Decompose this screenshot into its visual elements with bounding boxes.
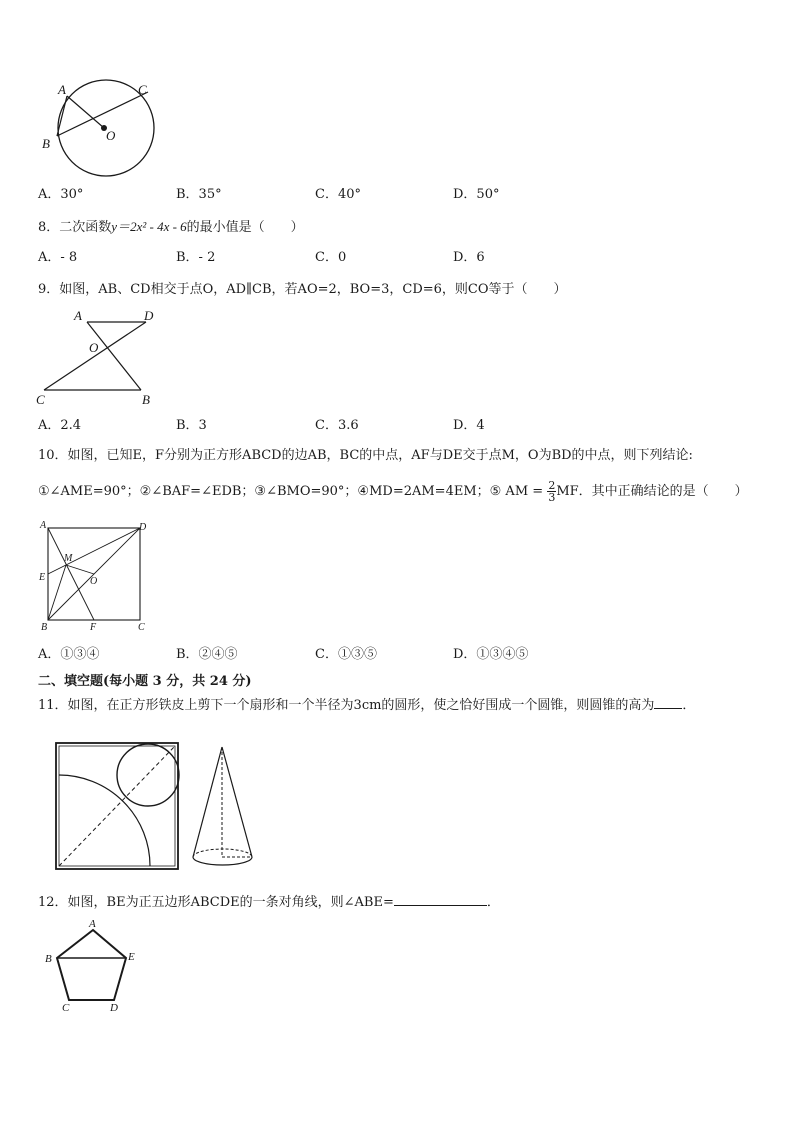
q9-option-d: D．4 [453,418,485,433]
q8-pre: 二次函数 [59,220,112,235]
q10-fraction [547,480,556,503]
q10-seg-af [48,528,94,620]
q11-small-circle [117,744,179,806]
q8-option-a: A．- 8 [38,250,78,265]
q10-option-c: C．①③⑤ [315,647,377,662]
q10-conclusion-end: MF．其中正确结论的是（ ） [556,484,748,499]
q7-option-d: D．50° [453,187,500,202]
q7-circle-figure [38,80,168,180]
q12-label-d: D [110,1002,118,1014]
q10-label-a: A [40,520,47,531]
q10-label-o: O [90,576,98,587]
q12-label-e: E [128,951,135,963]
q8-post: 的最小值是（ ） [186,220,304,235]
q10-conclusions: ①∠AME=90°；②∠BAF=∠EDB；③∠BMO=90°；④MD=2AM=4EM；⑤ AM = [38,484,544,499]
q12-pentagon [57,930,126,1000]
q9-label-a: A [74,308,82,323]
q11-text: 11．如图，在正方形铁皮上剪下一个扇形和一个半径为3cm的圆形，使之恰好围成一个圆锥，则圆锥的高为 [38,698,655,713]
q7-option-a: A．30° [38,187,84,202]
q10-stem-line2 [38,480,748,503]
q10-option-b: B．②④⑤ [176,647,238,662]
q12-stem [38,895,500,911]
q11-cone-right [222,747,252,857]
q12-end: ． [486,895,500,910]
q9-label-b: B [142,392,150,407]
q10-frac-den: 3 [548,491,556,504]
q9-label-c: C [36,392,45,407]
q7-chord-ac [67,96,104,128]
q9-option-b: B．3 [176,418,207,433]
q8-stem [38,219,304,236]
q7-option-b: B．35° [176,187,222,202]
q10-square-figure [38,520,153,635]
q12-label-a: A [89,918,96,930]
q9-label-d: D [144,308,154,323]
q11-sector-arc [59,775,150,866]
q10-label-b: B [41,622,48,633]
q10-frac-num: 2 [548,479,556,492]
q9-option-c: C．3.6 [315,418,359,433]
q10-seg-de [48,528,140,574]
q12-label-b: B [45,953,52,965]
q12-pentagon-figure [42,918,142,1014]
q7-label-b: B [42,136,50,151]
q10-label-c: C [138,622,145,633]
q8-number: 8． [38,220,60,235]
q10-label-d: D [139,522,147,533]
q10-seg-bm [48,565,66,620]
q10-stem-line1: 10．如图，已知E，F分别为正方形ABCD的边AB，BC的中点，AF与DE交于点M，O为BD的中点，则下列结论: [38,448,693,463]
q11-end: ． [682,698,696,713]
section-title: 二、填空题(每小题 3 分，共 24 分) [38,674,252,689]
q12-answer-blank[interactable] [394,905,487,906]
q11-cone-base-front [193,857,252,865]
q7-label-o: O [106,128,116,143]
q7-chord-ab [57,96,67,136]
q11-stem [38,698,695,714]
q9-stem: 9．如图，AB、CD相交于点O，AD∥CB，若AO=2，BO=3，CD=6，则CO等于（ ） [38,282,567,297]
q9-figure [34,308,164,408]
q9-option-a: A．2.4 [38,418,82,433]
q10-option-d: D．①③④⑤ [453,647,529,662]
q8-option-c: C．0 [315,250,347,265]
q12-label-c: C [62,1002,70,1014]
q11-diagonal [59,746,175,866]
q11-cone-left [193,747,222,857]
q7-option-c: C．40° [315,187,361,202]
q10-option-a: A．①③④ [38,647,100,662]
q8-option-b: B．- 2 [176,250,216,265]
q10-label-e: E [39,572,46,583]
q9-label-o: O [89,340,99,355]
q7-label-a: A [58,82,66,97]
q8-formula: y＝2x² - 4x - 6 [111,219,187,234]
q7-label-c: C [138,82,147,97]
q12-text: 12．如图，BE为正五边形ABCDE的一条对角线，则∠ABE= [38,895,394,910]
q10-label-m: M [64,553,73,564]
q10-label-f: F [90,622,97,633]
q8-option-d: D．6 [453,250,485,265]
q11-figure [52,740,262,872]
q11-answer-blank[interactable] [654,708,682,709]
